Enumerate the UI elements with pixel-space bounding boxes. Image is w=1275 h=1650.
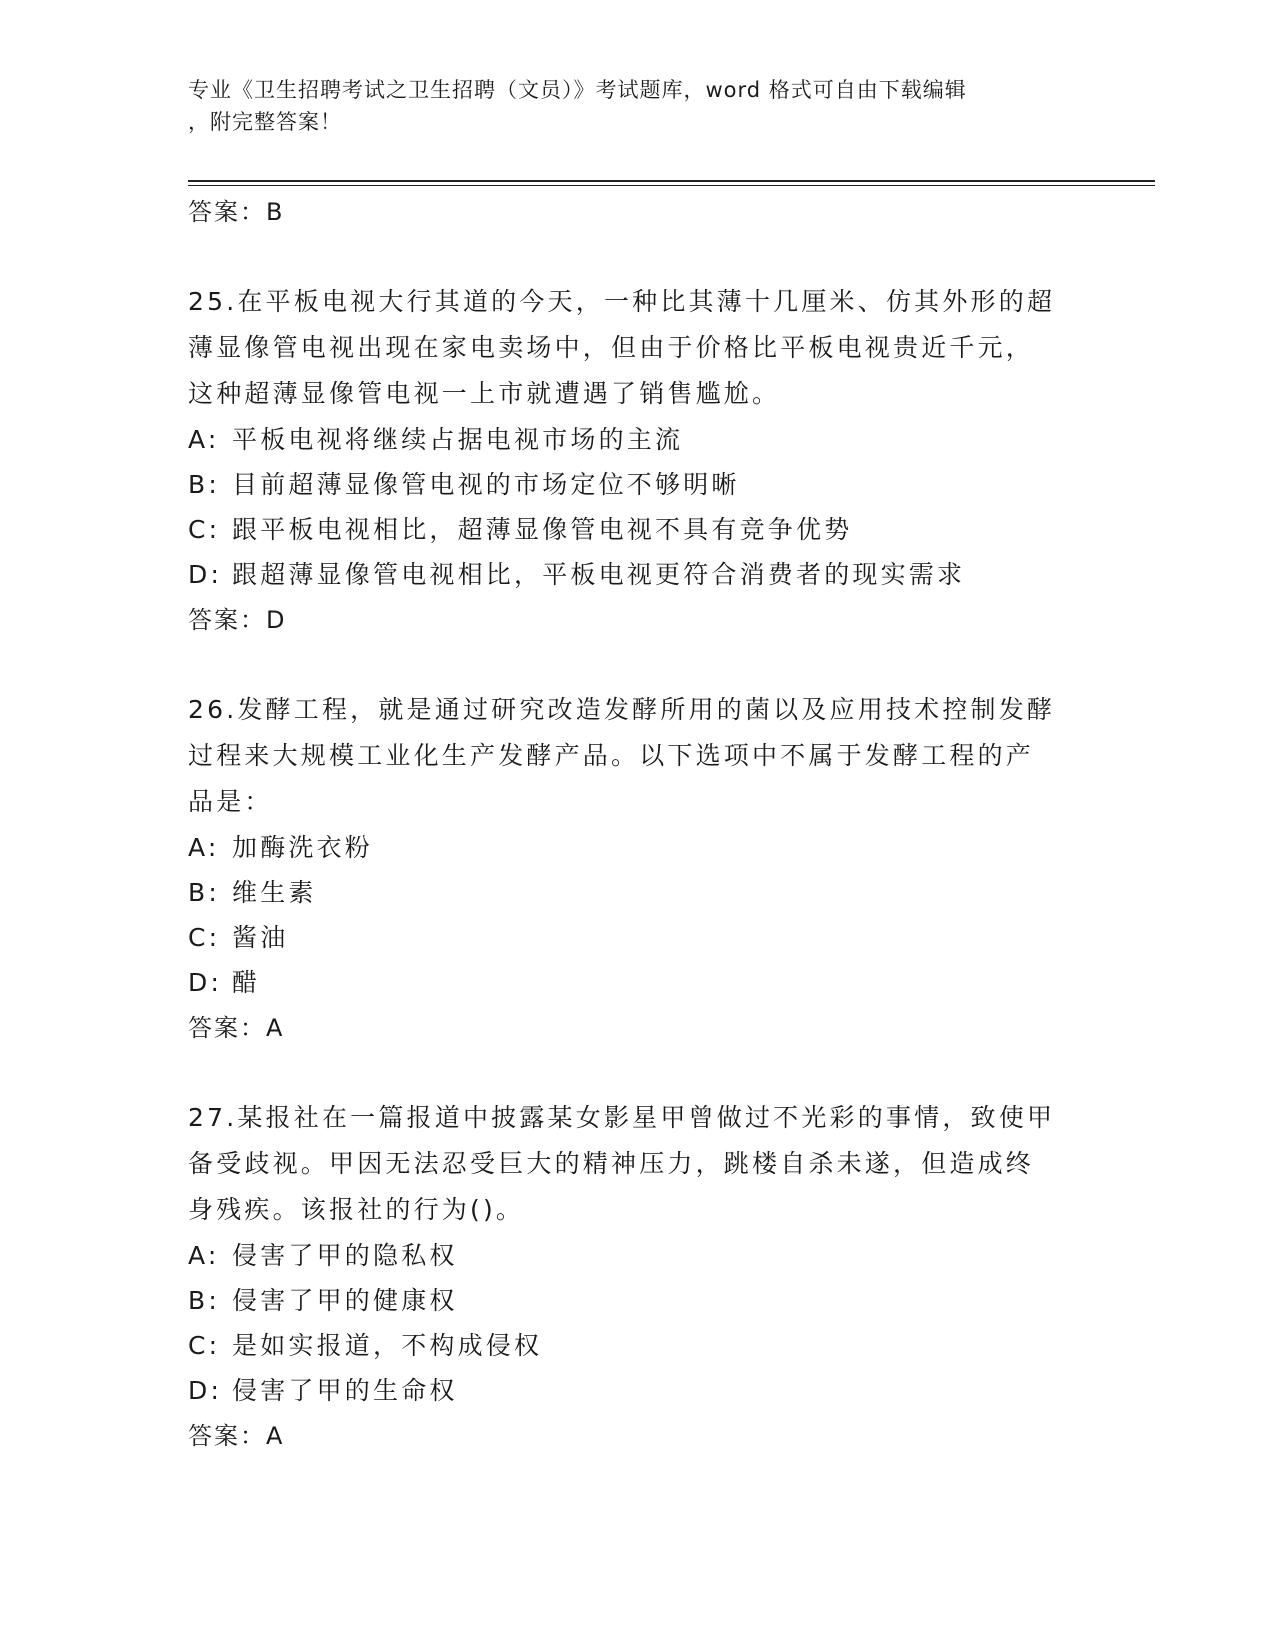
option-key: D:: [188, 1376, 223, 1405]
option-text: 酱油: [232, 923, 289, 952]
stem-line: 27.某报社在一篇报道中披露某女影星甲曾做过不光彩的事情，致使甲: [188, 1103, 1056, 1132]
option-d: [188, 960, 1088, 1005]
option-key: B:: [188, 1286, 220, 1315]
option-c: [188, 1323, 1088, 1368]
option-text: 是如实报道，不构成侵权: [232, 1331, 543, 1360]
option-text: 跟超薄显像管电视相比，平板电视更符合消费者的现实需求: [232, 560, 966, 589]
option-b: [188, 462, 1088, 507]
option-c: [188, 915, 1088, 960]
question-27: [188, 1095, 1088, 1459]
page-header: [188, 74, 1068, 138]
option-a: [188, 1233, 1088, 1278]
previous-answer: 答案：B: [188, 198, 285, 226]
option-key: C:: [188, 1331, 221, 1360]
stem-line: 这种超薄显像管电视一上市就遭遇了销售尴尬。: [188, 379, 781, 408]
option-key: C:: [188, 923, 221, 952]
option-b: [188, 1278, 1088, 1323]
option-text: 醋: [232, 968, 261, 997]
option-key: A:: [188, 833, 220, 862]
header-line-1: 专业《卫生招聘考试之卫生招聘（文员）》考试题库，word 格式可自由下载编辑: [188, 78, 967, 102]
option-text: 侵害了甲的生命权: [232, 1376, 458, 1405]
question-stem: [188, 1095, 1078, 1233]
stem-line: 薄显像管电视出现在家电卖场中，但由于价格比平板电视贵近千元，: [188, 333, 1035, 362]
option-d: [188, 1368, 1088, 1413]
option-key: D:: [188, 968, 223, 997]
option-a: [188, 825, 1088, 870]
question-stem: [188, 279, 1078, 417]
option-key: B:: [188, 470, 220, 499]
option-key: B:: [188, 878, 220, 907]
stem-line: 26.发酵工程，就是通过研究改造发酵所用的菌以及应用技术控制发酵: [188, 695, 1056, 724]
option-text: 目前超薄显像管电视的市场定位不够明晰: [232, 470, 740, 499]
header-divider-thick: [188, 180, 1155, 182]
option-key: A:: [188, 1241, 220, 1270]
stem-line: 过程来大规模工业化生产发酵产品。以下选项中不属于发酵工程的产: [188, 741, 1035, 770]
question-25: [188, 279, 1088, 643]
option-text: 侵害了甲的隐私权: [232, 1241, 458, 1270]
option-a: [188, 417, 1088, 462]
answer-line: 答案：D: [188, 606, 287, 634]
header-line-2: ，附完整答案！: [188, 110, 342, 134]
option-key: C:: [188, 515, 221, 544]
question-list: [188, 189, 1088, 1459]
stem-line: 身残疾。该报社的行为()。: [188, 1195, 525, 1224]
option-key: D:: [188, 560, 223, 589]
question-26: [188, 687, 1088, 1051]
stem-line: 25.在平板电视大行其道的今天，一种比其薄十几厘米、仿其外形的超: [188, 287, 1056, 316]
option-text: 平板电视将继续占据电视市场的主流: [232, 425, 684, 454]
stem-line: 备受歧视。甲因无法忍受巨大的精神压力，跳楼自杀未遂，但造成终: [188, 1149, 1035, 1178]
option-text: 加酶洗衣粉: [232, 833, 374, 862]
option-b: [188, 870, 1088, 915]
option-key: A:: [188, 425, 220, 454]
option-d: [188, 552, 1088, 597]
option-c: [188, 507, 1088, 552]
question-stem: [188, 687, 1078, 825]
answer-line: 答案：A: [188, 1014, 285, 1042]
answer-line: 答案：A: [188, 1422, 285, 1450]
stem-line: 品是：: [188, 787, 273, 816]
option-text: 维生素: [232, 878, 317, 907]
header-divider-thin: [188, 185, 1155, 186]
option-text: 侵害了甲的健康权: [232, 1286, 458, 1315]
option-text: 跟平板电视相比，超薄显像管电视不具有竞争优势: [232, 515, 853, 544]
